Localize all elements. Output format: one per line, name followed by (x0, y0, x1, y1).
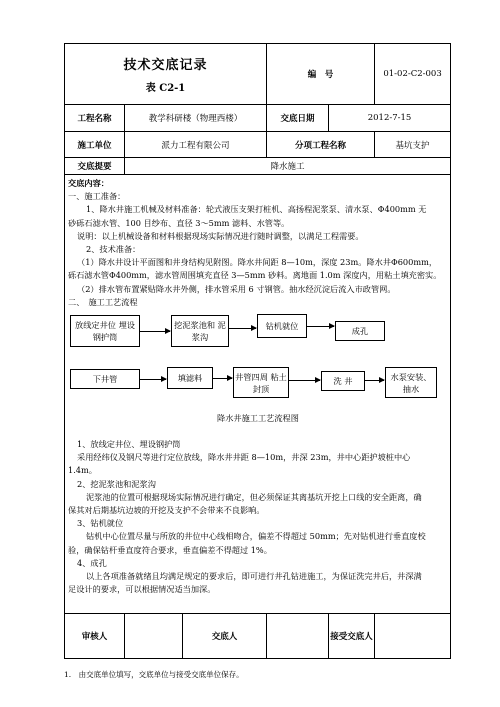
flow-step-rig: 钻机就位 (257, 314, 307, 338)
tech-item-1-cont: 砾石滤水管Φ400mm，滤水管周围填充直径 3—5mm 砂料。离地面 1.0m 深度内，用粘土填充密实。 (68, 270, 442, 281)
number-label: 编 号 (267, 44, 375, 105)
flow-step-positioning: 放线定井位 埋设钢护筒 (70, 315, 140, 347)
step-1-text: 采用经纬仪及钢尺等进行定位放线，降水井井距 8—10m，井深 23m，井中心距护坡桩中心 (77, 452, 411, 463)
flow-arrow (307, 326, 334, 327)
content-cell (65, 175, 451, 614)
step-3-title: 3、钻机就位 (77, 518, 124, 529)
flow-arrow (229, 328, 256, 329)
subproject-label: 分项工程名称 (267, 132, 375, 158)
step-1-title: 1、放线定井位、埋设钢护筒 (77, 439, 181, 450)
form-title: 技术交底记录 (123, 58, 208, 73)
summary-value: 降水施工 (125, 158, 451, 175)
flow-step-drilling: 成孔 (335, 321, 385, 341)
number-value: 01-02-C2-003 (375, 44, 451, 105)
step-3-text-cont: 验，确保钻杆垂直度符合要求，垂直偏差不得超过 1%。 (68, 544, 272, 555)
flow-arrow (365, 380, 384, 381)
subproject-value: 基坑支护 (375, 132, 451, 158)
step-2-text-cont: 保其对后期基坑边坡的开挖及支护不会带来不良影响。 (68, 505, 265, 516)
receiver-label: 接受交底人 (329, 614, 375, 659)
step-3-text: 钻机中心位置尽量与所放的井位中心线相吻合，偏差不得超过 50mm；先对钻机进行垂直度校 (86, 531, 426, 542)
flow-step-pipe: 下井管 (70, 369, 140, 389)
project-value: 教学科研楼（物理西楼） (125, 105, 267, 132)
step-4-text: 以上各项准备就绪且均满足规定的要求后，即可进行井孔钻进施工，为保证洗完井后，井深满 (86, 571, 422, 582)
reviewer-signature (125, 614, 183, 659)
form-code: 表 C2-1 (145, 83, 186, 94)
project-label: 工程名称 (65, 105, 125, 132)
flowchart-caption: 降水井施工工艺流程图 (217, 413, 299, 424)
section-prep: 一、施工准备： (68, 191, 126, 202)
flow-step-filter: 填滤料 (167, 367, 213, 389)
title-cell (65, 44, 267, 105)
date-value: 2012-7-15 (329, 105, 451, 132)
tech-item-1: （1）降水井设计平面图和井身结构见附图。降水井间距 8—10m，深度 23m。降水井Φ600mm， (77, 257, 438, 268)
step-4-text-cont: 足设计的要求，可以根据情况适当加深。 (68, 584, 216, 595)
step-2-text: 泥浆池的位置可根据现场实际情况进行确定，但必须保证其离基坑开挖上口线的安全距离，确 (86, 491, 422, 502)
content-heading: 交底内容： (68, 178, 109, 188)
receiver-signature (375, 614, 451, 659)
flow-step-washing: 洗 井 (321, 371, 365, 391)
prep-note: 说明：以上机械设备和材料根据现场实际情况进行随时调整，以满足工程需要。 (77, 230, 364, 241)
step-2-title: 2、挖泥浆池和泥浆沟 (77, 478, 156, 489)
flow-arrow (140, 331, 170, 332)
section-process: 二、 施工工艺流程 (68, 296, 138, 307)
date-label: 交底日期 (267, 105, 329, 132)
reviewer-label: 审核人 (65, 614, 125, 659)
presenter-label: 交底人 (183, 614, 267, 659)
tech-item-2: （2）排水管布置紧贴降水井外侧，排水管采用 6 寸钢管。抽水经沉淀后流入市政管网。 (77, 283, 396, 294)
presenter-signature (267, 614, 329, 659)
prep-technical: 2、技术准备： (86, 244, 141, 255)
disclosure-form (64, 43, 451, 659)
flow-step-sealing: 井管四周 粘土封顶 (233, 367, 289, 398)
unit-value: 派力工程有限公司 (125, 132, 267, 158)
process-flowchart (68, 309, 447, 438)
flow-arrow (289, 380, 320, 381)
prep-machinery: 1、降水井施工机械及材料准备：轮式液压支架打桩机、高扬程泥浆泵、清水泵、Φ400mm 无 (86, 204, 427, 215)
footnote: 1. 由交底单位填写，交底单位与接受交底单位保存。 (64, 670, 244, 679)
step-4-title: 4、成孔 (77, 557, 107, 568)
flow-arrow (213, 378, 232, 379)
unit-label: 施工单位 (65, 132, 125, 158)
flow-step-pump: 水泵安装、 抽水 (385, 367, 437, 398)
step-1-text-cont: 1.4m。 (68, 465, 97, 476)
prep-machinery-cont: 砂砾石滤水管、100 目纱布、直径 3～5mm 滤料、水管等。 (68, 217, 290, 228)
summary-label: 交底提要 (65, 158, 125, 175)
flow-arrow (140, 379, 166, 380)
flow-step-mud-pit: 挖泥浆池和 泥浆沟 (171, 315, 229, 347)
